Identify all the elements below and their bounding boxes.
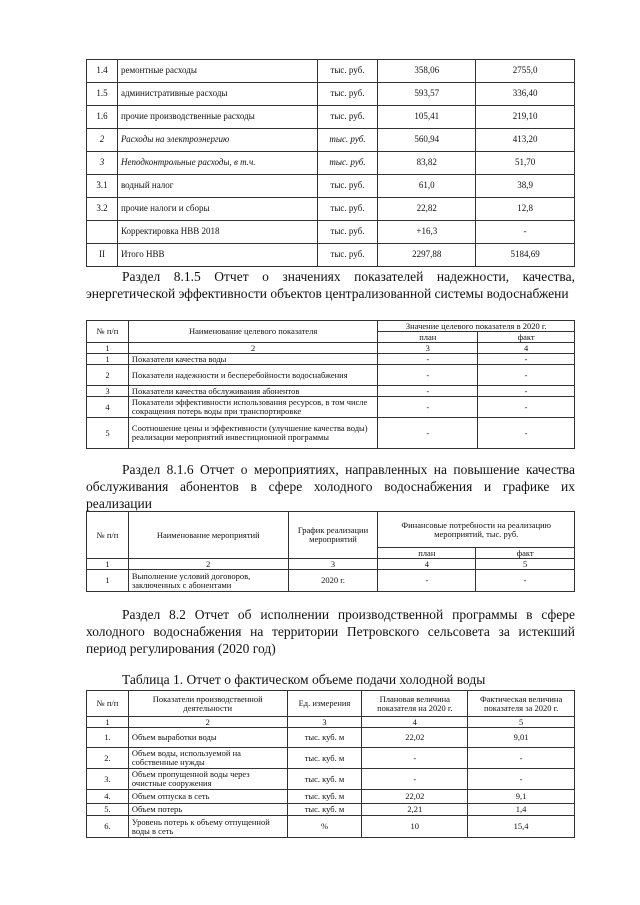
row-name: Объем воды, используемой на собственные нужды [128,748,287,769]
row-name: ремонтные расходы [117,60,317,83]
row-number: 4. [87,790,129,804]
table-row [87,418,575,449]
row-value-1: 83,82 [378,152,476,175]
row-value-2: 2755,0 [476,60,575,83]
table-row [87,152,575,175]
t4-colnum: 5 [468,717,575,728]
row-number: 1. [87,728,129,748]
row-value-2: - [476,221,575,244]
t3-header-num: № п/п [87,512,129,559]
row-number: 3.1 [87,175,118,198]
t3-colnum: 2 [128,559,288,570]
row-number: 3. [87,769,129,790]
t3-header-plan: план [378,548,476,559]
t2-header-num: № п/п [87,321,129,343]
t3-colnum: 3 [288,559,378,570]
t2-header-plan: план [378,332,478,343]
row-fact: 1,4 [468,804,575,816]
row-fact: - [478,386,575,397]
row-name: Уровень потерь к объему отпущенной воды в сеть [128,816,287,838]
row-plan: - [378,418,478,449]
row-name: административные расходы [117,83,317,106]
row-fact: - [478,397,575,418]
row-unit: тыс. руб. [317,244,378,267]
row-fact: - [476,570,575,592]
row-value-1: 560,94 [378,129,476,152]
t2-colnum: 4 [478,343,575,354]
row-unit: тыс. руб. [317,106,378,129]
target-indicators-body [87,354,575,449]
table-row [87,83,575,106]
row-value-1: +16,3 [378,221,476,244]
row-unit: % [287,816,362,838]
row-unit: тыс. руб. [317,198,378,221]
row-name: Объем потерь [128,804,287,816]
row-plan: - [378,397,478,418]
t3-header-fact: факт [476,548,575,559]
table-row [87,748,575,769]
row-fact: - [478,418,575,449]
row-plan: 2,21 [362,804,468,816]
row-name: Показатели надежности и бесперебойности водоснабжения [128,365,377,386]
section-8-1-5-heading: Раздел 8.1.5 Отчет о значениях показателей надежности, качества, энергетической эффективности объектов централизованной системы водоснабжени [86,269,575,301]
row-unit: тыс. руб. [317,83,378,106]
table-row [87,397,575,418]
row-value-1: 2297,88 [378,244,476,267]
t3-colnum: 5 [476,559,575,570]
row-unit: тыс. куб. м [287,804,362,816]
t2-colnum: 1 [87,343,129,354]
t3-colnum: 1 [87,559,129,570]
row-value-2: 38,9 [476,175,575,198]
row-number: 3 [87,152,118,175]
row-value-2: 336,40 [476,83,575,106]
row-unit: тыс. руб. [317,221,378,244]
row-value-2: 5184,69 [476,244,575,267]
row-value-2: 51,70 [476,152,575,175]
table-row [87,175,575,198]
t2-header-fact: факт [478,332,575,343]
target-indicators-table [86,320,575,449]
row-name: Корректировка НВВ 2018 [117,221,317,244]
row-name: Объем отпуска в сеть [128,790,287,804]
row-name: Показатели качества обслуживания абонентов [128,386,377,397]
row-fact: - [468,748,575,769]
t4-colnum: 3 [287,717,362,728]
table-row [87,386,575,397]
table-row [87,244,575,267]
row-value-2: 12,8 [476,198,575,221]
section-8-2-heading: Раздел 8.2 Отчет об исполнении производственной программы в сфере холодного водоснабжения на территории Петровского сельсовета за истекший период регулирования (2020 год) [86,607,575,656]
table-row [87,354,575,365]
t3-header-name: Наименование мероприятий [128,512,288,559]
row-name: Соотношение цены и эффективности (улучшение качества воды) реализации мероприятий инвестиционной программы [128,418,377,449]
row-unit: тыс. куб. м [287,790,362,804]
row-name: Показатели эффективности использования ресурсов, в том числе сокращения потерь воды при транспортировке [128,397,377,418]
row-fact: - [468,769,575,790]
row-fact: 9,01 [468,728,575,748]
cost-table [86,59,575,267]
row-value-1: 358,06 [378,60,476,83]
row-plan: - [378,386,478,397]
row-number: 1 [87,354,129,365]
table-row [87,769,575,790]
row-value-1: 22,82 [378,198,476,221]
row-number [87,221,118,244]
row-unit: тыс. руб. [317,152,378,175]
row-value-1: 61,0 [378,175,476,198]
table-row [87,365,575,386]
row-unit: тыс. куб. м [287,728,362,748]
table-row [87,106,575,129]
t4-colnum: 4 [362,717,468,728]
t3-colnum: 4 [378,559,476,570]
t4-colnum: 1 [87,717,129,728]
row-number: 1.5 [87,83,118,106]
table-row [87,198,575,221]
row-number: II [87,244,118,267]
row-value-2: 413,20 [476,129,575,152]
row-number: 2. [87,748,129,769]
row-fact: - [478,354,575,365]
row-number: 2 [87,129,118,152]
measures-table [86,511,575,592]
t2-header-name: Наименование целевого показателя [128,321,377,343]
table-row [87,728,575,748]
row-number: 1.4 [87,60,118,83]
row-unit: тыс. руб. [317,129,378,152]
row-name: Итого НВВ [117,244,317,267]
table-row [87,221,575,244]
t4-header-name: Показатели производственной деятельности [128,691,287,717]
row-fact: 9,1 [468,790,575,804]
row-value-1: 105,41 [378,106,476,129]
row-plan: 22,02 [362,728,468,748]
section-8-1-6-heading: Раздел 8.1.6 Отчет о мероприятиях, направленных на повышение качества обслуживания абонентов в сфере холодного водоснабжения и графике их реализации [86,462,575,511]
row-fact: 15,4 [468,816,575,838]
row-value-2: 219,10 [476,106,575,129]
row-fact: - [478,365,575,386]
row-number: 5 [87,418,129,449]
measures-body [87,570,575,592]
row-unit: тыс. куб. м [287,769,362,790]
row-unit: тыс. куб. м [287,748,362,769]
row-unit: тыс. руб. [317,60,378,83]
table-row [87,816,575,838]
t2-colnum: 2 [128,343,377,354]
row-name: Показатели качества воды [128,354,377,365]
table-row [87,790,575,804]
t3-header-schedule: График реализации мероприятий [288,512,378,559]
row-plan: - [362,769,468,790]
row-value-1: 593,57 [378,83,476,106]
row-number: 3.2 [87,198,118,221]
row-plan: 22,02 [362,790,468,804]
row-name: Объем выработки воды [128,728,287,748]
table-row [87,570,575,592]
row-name: водный налог [117,175,317,198]
t4-header-unit: Ед. измерения [287,691,362,717]
row-name: Расходы на электроэнергию [117,129,317,152]
water-supply-body [87,728,575,838]
t4-header-plan: Плановая величина показателя на 2020 г. [362,691,468,717]
row-name: Объем пропущенной воды через очистные сооружения [128,769,287,790]
row-schedule: 2020 г. [288,570,378,592]
row-name: прочие налоги и сборы [117,198,317,221]
t2-header-value: Значение целевого показателя в 2020 г. [378,321,575,332]
row-number: 3 [87,386,129,397]
water-supply-table [86,690,575,838]
t2-colnum: 3 [378,343,478,354]
row-plan: - [362,748,468,769]
row-number: 5. [87,804,129,816]
row-name: Выполнение условий договоров, заключенных с абонентами [128,570,288,592]
row-number: 4 [87,397,129,418]
row-number: 2 [87,365,129,386]
row-number: 1.6 [87,106,118,129]
row-number: 1 [87,570,129,592]
row-plan: 10 [362,816,468,838]
row-plan: - [378,570,476,592]
row-plan: - [378,365,478,386]
t4-header-fact: Фактическая величина показателя за 2020 г. [468,691,575,717]
t4-header-num: № п/п [87,691,129,717]
t3-header-fin: Финансовые потребности на реализацию мероприятий, тыс. руб. [378,512,575,548]
row-name: прочие производственные расходы [117,106,317,129]
table-row [87,60,575,83]
cost-table-body [87,60,575,267]
row-name: Неподконтрольные расходы, в т.ч. [117,152,317,175]
t4-colnum: 2 [128,717,287,728]
table-row [87,129,575,152]
row-unit: тыс. руб. [317,175,378,198]
table-1-title: Таблица 1. Отчет о фактическом объеме подачи холодной воды [122,672,486,687]
row-number: 6. [87,816,129,838]
row-plan: - [378,354,478,365]
table-row [87,804,575,816]
